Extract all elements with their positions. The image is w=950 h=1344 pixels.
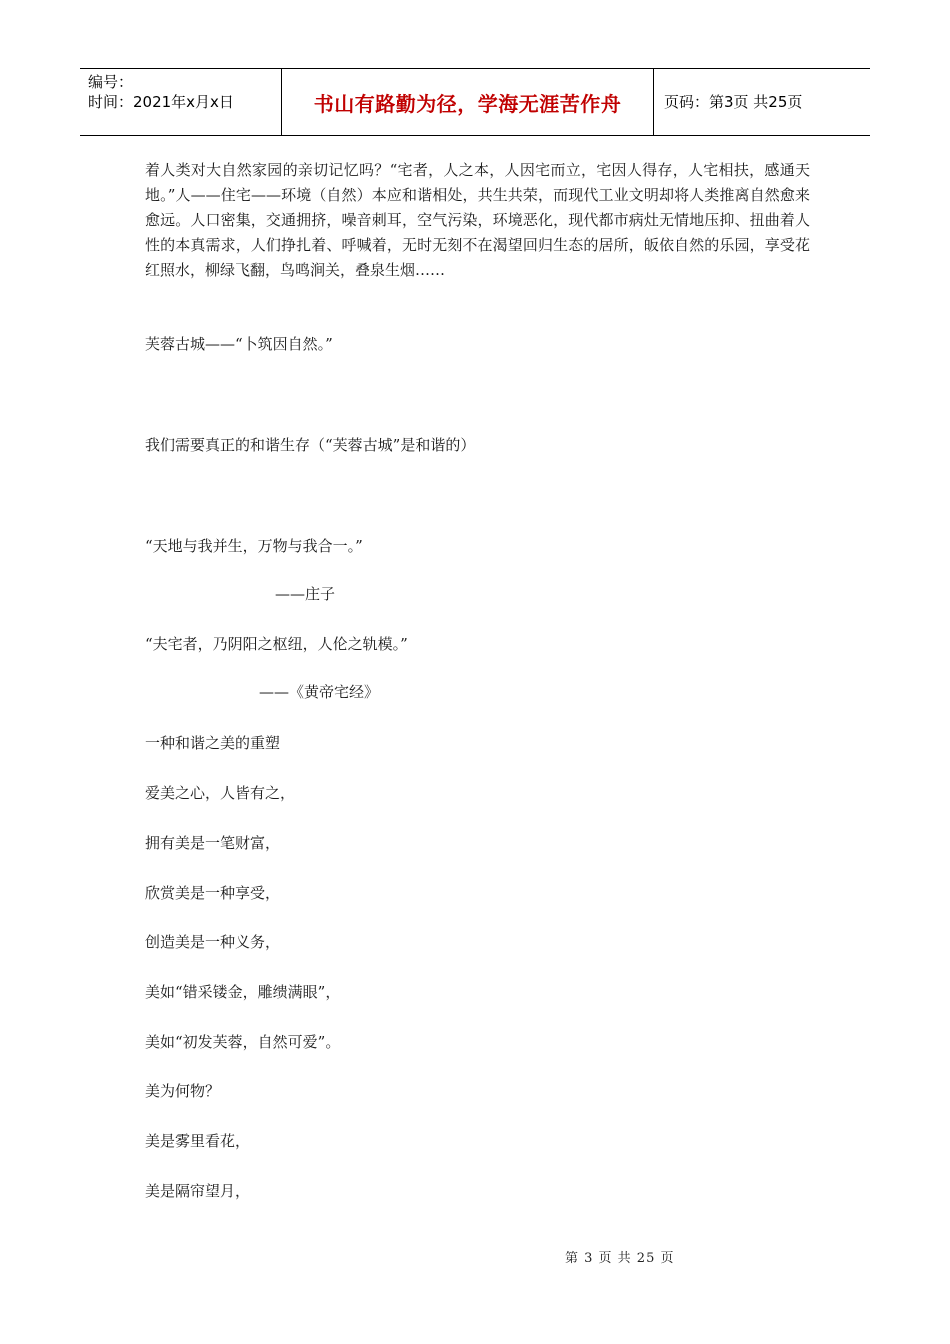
body-line: 我们需要真正的和谐生存（“芙蓉古城”是和谐的） <box>145 436 476 454</box>
body-line: “天地与我并生，万物与我合一。” <box>145 537 363 555</box>
body-line: 创造美是一种义务， <box>145 933 281 951</box>
body-line: “夫宅者，乃阴阳之枢纽，人伦之轨模。” <box>145 635 408 653</box>
document-number-label: 编号： <box>88 73 134 91</box>
quote-attribution: ——庄子 <box>275 585 336 603</box>
body-line: 拥有美是一笔财富， <box>145 834 281 852</box>
header-page-cell <box>654 69 870 135</box>
header-motto: 书山有路勤为径，学海无涯苦作舟 <box>313 91 622 116</box>
header-page-label: 页码：第3页 共25页 <box>664 93 803 111</box>
body-paragraph: 着人类对大自然家园的亲切记忆吗？“宅者，人之本，人因宅而立，宅因人得存，人宅相扶，感通天地。”人——住宅——环境（自然）本应和谐相处，共生共荣，而现代工业文明却将人类推离自然愈来愈远。人口密集，交通拥挤，噪音刺耳，空气污染，环境恶化，现代都市病灶无情地压抑、扭曲着人性的本真需求，人们挣扎着、呼喊着，无时无刻不在渴望回归生态的居所，皈依自然的乐园，享受花红照水，柳绿飞翻，鸟鸣涧关，叠泉生烟…… <box>145 161 810 279</box>
section-heading: 一种和谐之美的重塑 <box>145 734 281 752</box>
document-body <box>145 158 810 1200</box>
header-info-cell <box>80 69 282 135</box>
body-line: 爱美之心，人皆有之， <box>145 784 296 802</box>
header-table <box>80 68 870 136</box>
page-footer: 第 3 页 共 25 页 <box>565 1251 675 1266</box>
header-motto-cell <box>282 69 654 135</box>
body-line: 美是隔帘望月， <box>145 1182 251 1200</box>
body-line: 美如“初发芙蓉，自然可爱”。 <box>145 1033 341 1051</box>
document-date-label: 时间：2021年x月x日 <box>88 93 234 111</box>
body-line: 美如“错采镂金，雕缋满眼”， <box>145 983 341 1001</box>
body-line: 芙蓉古城——“卜筑因自然。” <box>145 335 333 353</box>
quote-attribution: ——《黄帝宅经》 <box>259 683 380 701</box>
body-line: 美为何物？ <box>145 1082 221 1100</box>
body-line: 美是雾里看花， <box>145 1132 251 1150</box>
body-line: 欣赏美是一种享受， <box>145 884 281 902</box>
